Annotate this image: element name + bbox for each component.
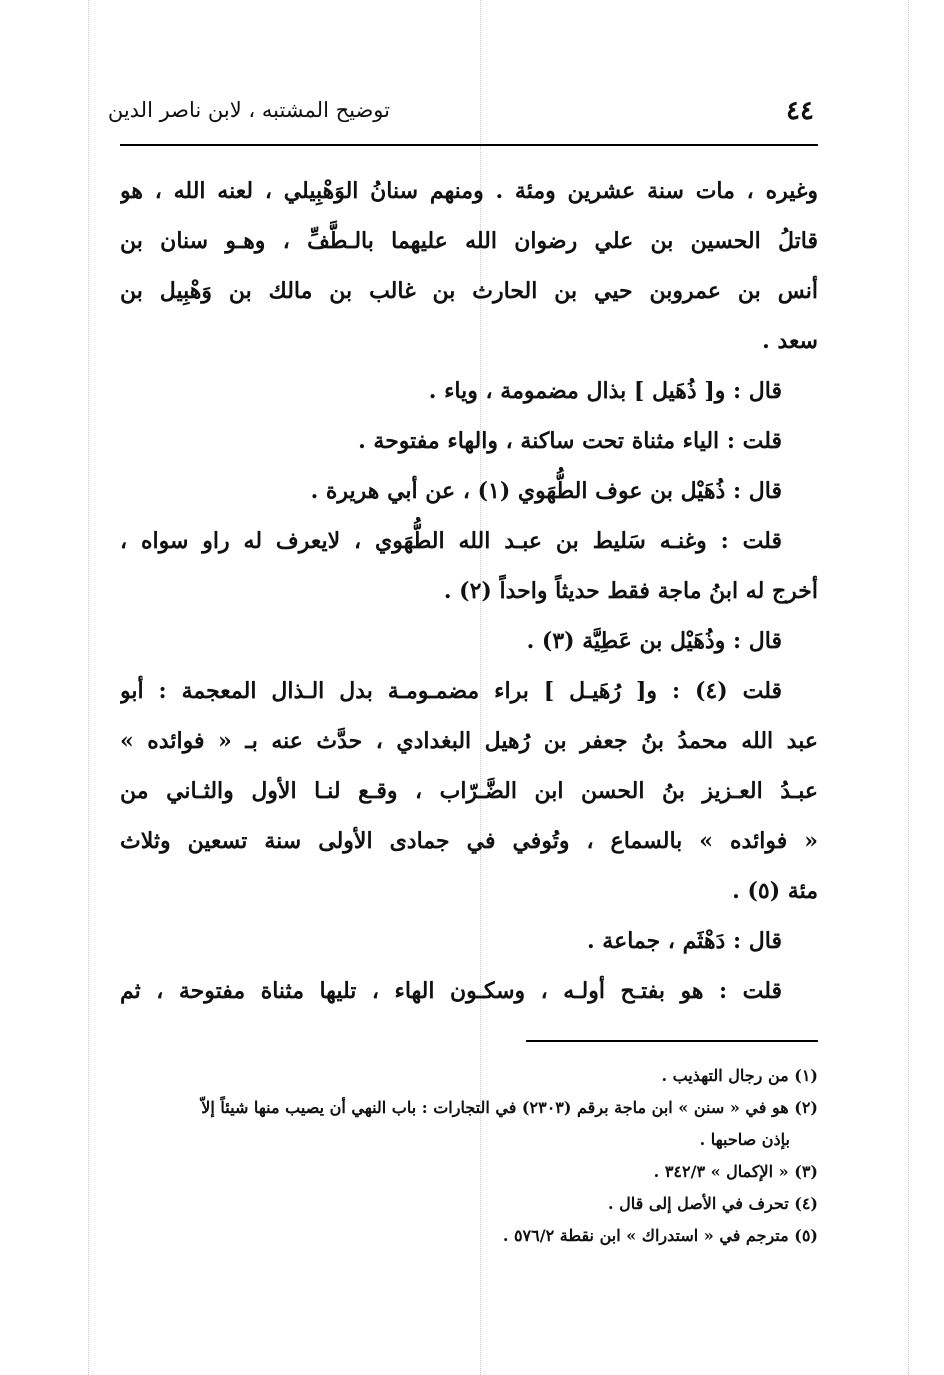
body-line: عبـدُ العـزيز بنُ الحسن ابن الضَّـرّاب ، وقـع لنـا الأول والثـاني من <box>120 778 818 804</box>
body-line: أنس بن عمروبن حيي بن الحارث بن غالب بن مالك بن وَهْبِيل بن <box>120 278 818 304</box>
body-line: قال : و[ ذُهَيل ] بذال مضمومة ، وياء . <box>428 378 782 404</box>
body-line: « فوائده » بالسماع ، وتُوفي في جمادى الأولى سنة تسعين وثلاث <box>120 828 818 854</box>
running-title: توضيح المشتبه ، لابن ناصر الدين <box>107 98 390 122</box>
body-line: عبد الله محمدُ بنُ جعفر بن رُهيل البغدادي ، حدَّث عنه بـ « فوائده » <box>120 728 818 754</box>
footnote-2-continued: بإذن صاحبها . <box>699 1130 790 1149</box>
page-number: ٤٤ <box>786 96 814 126</box>
footnote-rule <box>526 1040 818 1042</box>
body-line: قال : دَهْثَم ، جماعة . <box>586 928 782 954</box>
body-line: قاتلُ الحسين بن علي رضوان الله عليهما بالـطَّفِّ ، وهـو سنان بن <box>120 228 818 254</box>
body-line: قلت : هو بفتـح أولـه ، وسكـون الهاء ، تليها مثناة مفتوحة ، ثم <box>120 978 782 1004</box>
margin-dots-right <box>908 0 909 1375</box>
footnotes <box>120 1060 818 1252</box>
body-line: قلت : وغنـه سَليط بن عبـد الله الطُّهَوي ، لايعرف له راو سواه ، <box>120 528 782 554</box>
footnote-5: (٥) مترجم في « استدراك » ابن نقطة ٥٧٦/٢ . <box>502 1226 818 1245</box>
footnote-1: (١) من رجال التهذيب . <box>661 1066 818 1085</box>
margin-dots-left <box>88 0 89 1375</box>
body-line: قلت (٤) : و[ رُهَيـل ] براء مضمـومـة بدل الـذال المعجمة : أبو <box>120 678 782 704</box>
body-line: وغيره ، مات سنة عشرين ومئة . ومنهم سنانُ الوَهْبِيلي ، لعنه الله ، هو <box>120 178 818 204</box>
body-line: سعد . <box>762 328 818 354</box>
body-line: مئة (٥) . <box>732 878 818 904</box>
body-line: أخرج له ابنُ ماجة فقط حديثاً واحداً (٢) . <box>443 578 818 604</box>
footnote-4: (٤) تحرف في الأصل إلى قال . <box>608 1194 818 1213</box>
body-line: قال : ذُهَيْل بن عوف الطُّهَوي (١) ، عن أبي هريرة . <box>310 478 782 504</box>
footnote-2: (٢) هو في « سنن » ابن ماجة برقم (٢٣٠٣) في التجارات : باب النهي أن يصيب منها شيئاً إلاّ <box>201 1098 818 1117</box>
body-text <box>120 166 818 1016</box>
footnote-3: (٣) « الإكمال » ٣٤٢/٣ . <box>653 1162 818 1181</box>
body-line: قال : وذُهَيْل بن عَطِيَّة (٣) . <box>526 628 782 654</box>
header-rule <box>120 144 818 146</box>
body-line: قلت : الياء مثناة تحت ساكنة ، والهاء مفتوحة . <box>358 428 782 454</box>
